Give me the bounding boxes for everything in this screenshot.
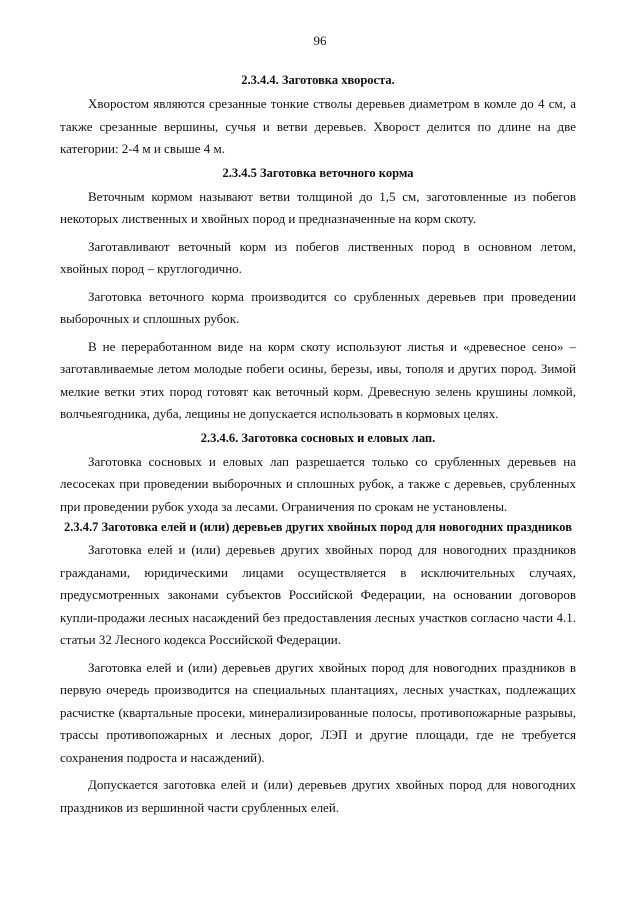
paragraph-brushwood-definition: Хворостом являются срезанные тонкие стволы деревьев диаметром в комле до 4 см, а также срезанные вершины, сучья и ветви деревьев. Хворост делится по длине на две категории: 2-4 м и свыше 4 м.: [60, 96, 576, 156]
section-heading-brushwood: 2.3.4.4. Заготовка хвороста.: [241, 73, 395, 87]
paragraph-pine-spruce-branches: Заготовка сосновых и еловых лап разрешается только со срубленных деревьев на лесосеках при проведении выборочных и сплошных рубок, а также с деревьев, срубленных при проведении рубок ухода за лесами. Ограничения по срокам не установлены.: [60, 453, 576, 514]
document-body: [60, 72, 576, 819]
section-heading-branch-fodder: 2.3.4.5 Заготовка веточного корма: [222, 165, 414, 180]
paragraph-new-year-trees-legal: Заготовка елей и (или) деревьев других хвойных пород для новогодних праздников гражданами, юридическими лицами осуществляется в исключительных случаях, предусмотренных законами субъектов Российской Федерации, на основании договоров купли-продажи лесных насаждений без предоставления лесных участков согласно части 4.1. статьи 32 Лесного кодекса Российской Федерации.: [60, 542, 576, 647]
paragraph-new-year-trees-priority: Заготовка елей и (или) деревьев других хвойных пород для новогодних праздников в первую очередь производится на специальных плантациях, лесных участках, подлежащих расчистке (квартальные просеки, минерализированные полосы, противопожарные разрывы, трассы противопожарных и лесных дорог, ЛЭП и другие площади, где не требуется сохранения подроста и насаждений).: [60, 659, 576, 765]
paragraph-branch-fodder-usage: В не переработанном виде на корм скоту используют листья и «древесное сено» – заготавливаемые летом молодые побеги осины, березы, ивы, тополя и других пород. Зимой мелкие ветки этих пород готовят как веточный корм. Древесную зелень крушины ломкой, волчьеягодника, дуба, лещины не допускается использовать в кормовых целях.: [60, 338, 576, 421]
paragraph-new-year-trees-tops: Допускается заготовка елей и (или) деревьев других хвойных пород для новогодних праздников из вершинной части срубленных елей.: [60, 777, 576, 815]
section-heading-pine-spruce-branches: 2.3.4.6. Заготовка сосновых и еловых лап.: [200, 430, 436, 445]
paragraph-branch-fodder-season: Заготавливают веточный корм из побегов лиственных пород в основном летом, хвойных пород – круглогодично.: [60, 238, 576, 276]
page-number: 96: [313, 33, 327, 48]
paragraph-branch-fodder-source: Заготовка веточного корма производится со срубленных деревьев при проведении выборочных и сплошных рубок.: [60, 288, 576, 326]
section-heading-new-year-trees: 2.3.4.7 Заготовка елей и (или) деревьев других хвойных пород для новогодних праздников: [64, 520, 572, 534]
paragraph-branch-fodder-definition: Веточным кормом называют ветви толщиной до 1,5 см, заготовленные из побегов некоторых лиственных и хвойных пород и предназначенные на корм скоту.: [60, 188, 576, 226]
